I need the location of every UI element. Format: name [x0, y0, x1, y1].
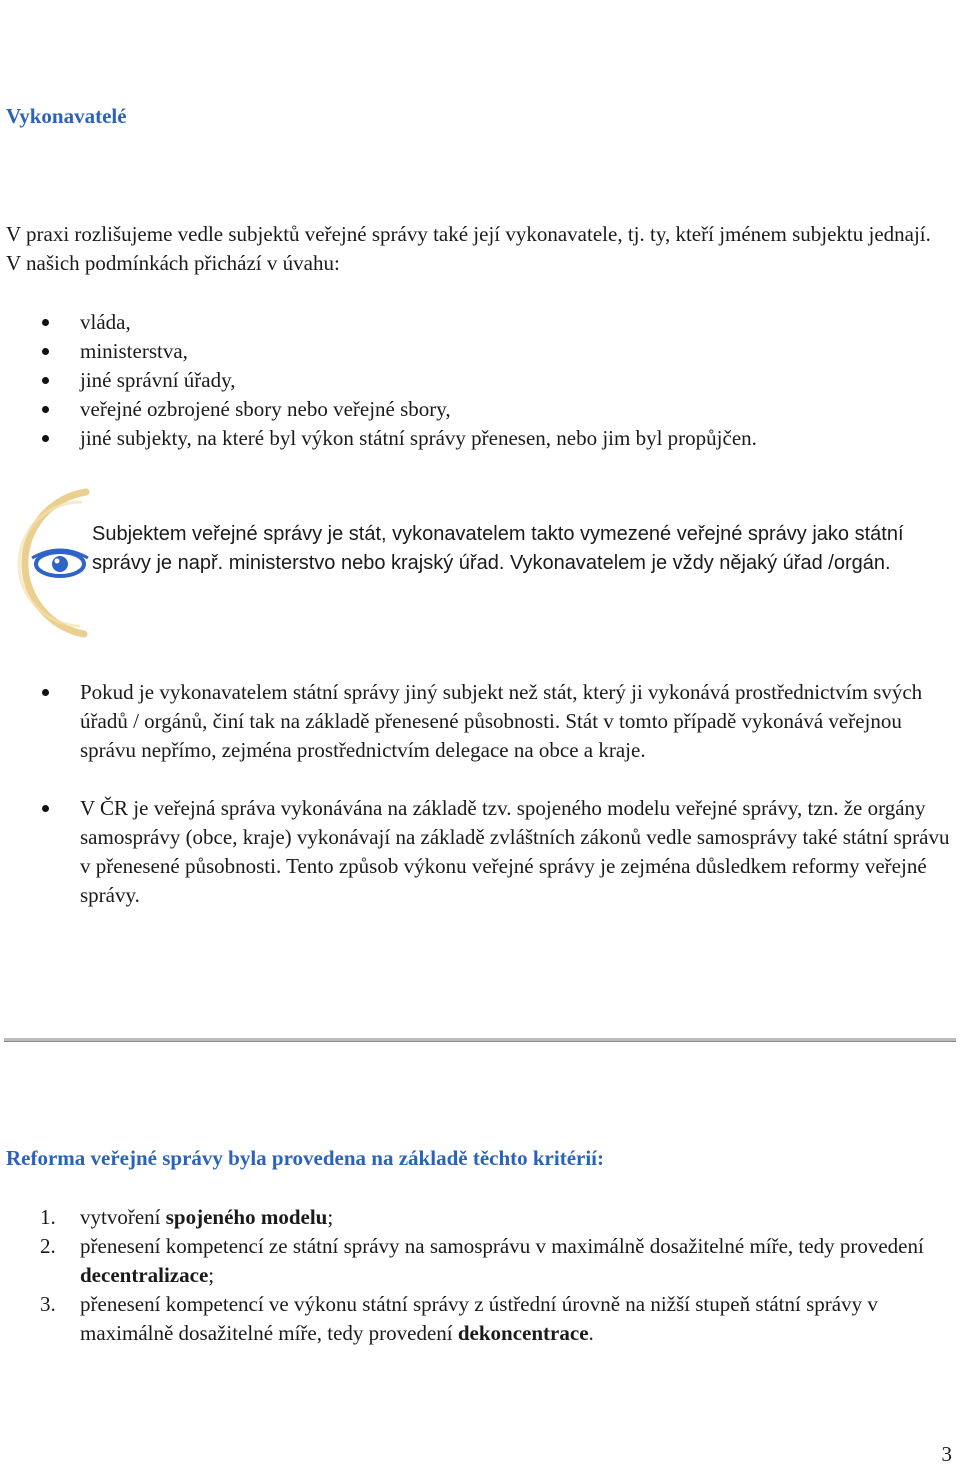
- list-item: [0, 1203, 960, 1232]
- bullet-icon: [42, 406, 49, 413]
- executors-list: [0, 308, 960, 453]
- item-text-end: ;: [208, 1263, 215, 1287]
- list-item: [0, 678, 955, 765]
- list-item-text: ministerstva,: [80, 339, 188, 363]
- bullet-icon: [42, 689, 49, 696]
- bullet-icon: [42, 805, 49, 812]
- list-item-text: veřejné ozbrojené sbory nebo veřejné sbory,: [80, 397, 451, 421]
- item-number: 2.: [40, 1234, 56, 1258]
- section-divider: [4, 1038, 956, 1042]
- item-text: přenesení kompetencí ze státní správy na samosprávu v maximálně dosažitelné míře, tedy provedení: [80, 1234, 924, 1258]
- page-number: 3: [941, 1442, 952, 1466]
- list-item-text: V ČR je veřejná správa vykonávána na základě tzv. spojeného modelu veřejné správy, tzn. že orgány samosprávy (obce, kraje) vykonávají na základě zvláštních zákonů vedle samosprávy také státní správu v přenesené působnosti. Tento způsob výkonu veřejné správy je zejména důsledkem reformy veřejné správy.: [80, 796, 950, 907]
- item-text-end: ;: [327, 1205, 334, 1229]
- item-text: vytvoření: [80, 1205, 166, 1229]
- list-item: [0, 1232, 960, 1290]
- item-text-end: .: [588, 1321, 594, 1345]
- eye-icon: [12, 486, 92, 643]
- section-heading-vykonavatele: Vykonavatelé: [6, 104, 127, 128]
- list-item: [0, 308, 960, 337]
- list-item-text: Pokud je vykonavatelem státní správy jiný subjekt než stát, který ji vykonává prostřednictvím svých úřadů / orgánů, činí tak na základě přenesené působnosti. Stát v tomto případě vykonává veřejnou správu nepřímo, zejména prostřednictvím delegace na obce a kraje.: [80, 680, 923, 762]
- bullet-icon: [42, 319, 49, 326]
- section-heading-reforma: Reforma veřejné správy byla provedena na základě těchto kritérií:: [6, 1146, 605, 1170]
- list-item-text: jiné subjekty, na které byl výkon státní správy přenesen, nebo jim byl propůjčen.: [80, 426, 757, 450]
- list-item: [0, 794, 955, 910]
- list-item: [0, 395, 960, 424]
- list-item: [0, 424, 960, 453]
- item-number: 3.: [40, 1292, 56, 1316]
- bullet-icon: [42, 377, 49, 384]
- bullet-icon: [42, 348, 49, 355]
- intro-paragraph: V praxi rozlišujeme vedle subjektů veřejné správy také její vykonavatele, tj. ty, kteří jménem subjektu jednají. V našich podmínkách přichází v úvahu:: [6, 222, 931, 275]
- item-emphasis: decentralizace: [80, 1263, 209, 1287]
- list-item: [0, 1290, 960, 1348]
- note-text: Subjektem veřejné správy je stát, vykonavatelem takto vymezené veřejné správy jako státní správy je např. ministerstvo nebo krajský úřad. Vykonavatelem je vždy nějaký úřad /orgán.: [92, 523, 904, 574]
- item-emphasis: spojeného modelu: [165, 1205, 328, 1229]
- list-item-text: jiné správní úřady,: [80, 368, 236, 392]
- details-list: [0, 678, 955, 939]
- item-emphasis: dekoncentrace: [457, 1321, 589, 1345]
- criteria-list: [0, 1203, 960, 1348]
- list-item-text: vláda,: [80, 310, 131, 334]
- list-item: [0, 337, 960, 366]
- item-number: 1.: [40, 1205, 56, 1229]
- item-text: přenesení kompetencí ve výkonu státní správy z ústřední úrovně na nižší stupeň státní správy v maximálně dosažitelné míře, tedy provedení: [80, 1292, 878, 1345]
- bullet-icon: [42, 435, 49, 442]
- list-item: [0, 366, 960, 395]
